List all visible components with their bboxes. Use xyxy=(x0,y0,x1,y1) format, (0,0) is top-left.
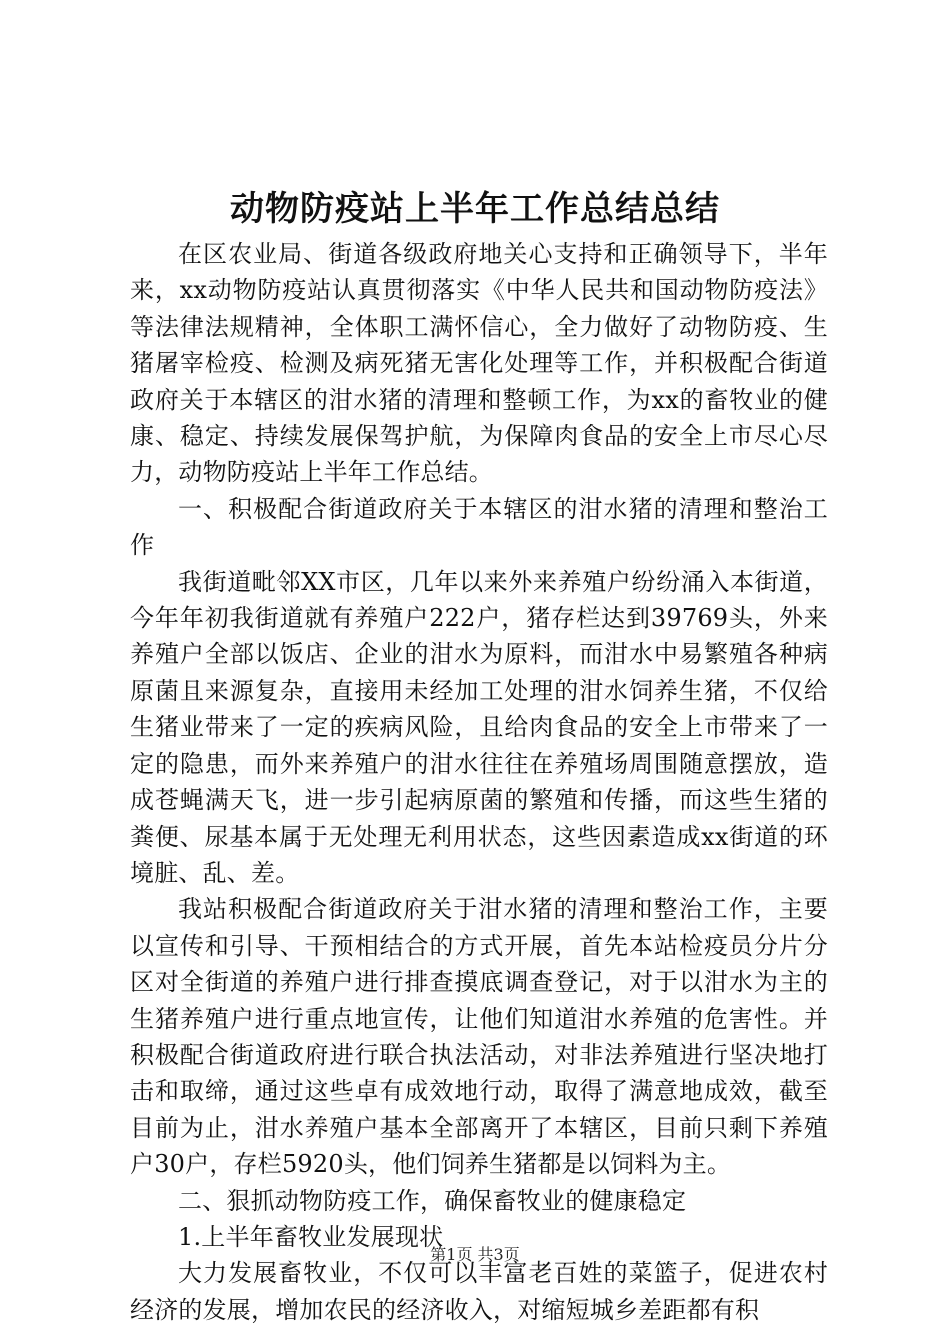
document-title: 动物防疫站上半年工作总结总结 xyxy=(230,189,720,229)
paragraph-intro: 在区农业局、街道各级政府地关心支持和正确领导下，半年来，xx动物防疫站认真贯彻落实《中华人民共和国动物防疫法》等法律法规精神，全体职工满怀信心，全力做好了动物防疫、生猪屠宰检疫、检测及病死猪无害化处理等工作，并积极配合街道政府关于本辖区的泔水猪的清理和整顿工作，为xx的畜牧业的健康、稳定、持续发展保驾护航，为保障肉食品的安全上市尽心尽力，动物防疫站上半年工作总结。 xyxy=(130,240,828,487)
paragraph-background: 我街道毗邻XX市区，几年以来外来养殖户纷纷涌入本街道，今年年初我街道就有养殖户222户，猪存栏达到39769头，外来养殖户全部以饭店、企业的泔水为原料，而泔水中易繁殖各种病原菌且来源复杂，直接用未经加工处理的泔水饲养生猪，不仅给生猪业带来了一定的疾病风险，且给肉食品的安全上市带来了一定的隐患，而外来养殖户的泔水往往在养殖场周围随意摆放，造成苍蝇满天飞，进一步引起病原菌的繁殖和传播，而这些生猪的粪便、尿基本属于无处理无利用状态，这些因素造成xx街道的环境脏、乱、差。 xyxy=(130,567,828,887)
section-heading-2: 二、狠抓动物防疫工作，确保畜牧业的健康稳定 xyxy=(178,1186,687,1215)
paragraph-actions: 我站积极配合街道政府关于泔水猪的清理和整治工作，主要以宣传和引导、干预相结合的方式开展，首先本站检疫员分片分区对全街道的养殖户进行排查摸底调查登记，对于以泔水为主的生猪养殖户进行重点地宣传，让他们知道泔水养殖的危害性。并积极配合街道政府进行联合执法活动，对非法养殖进行坚决地打击和取缔，通过这些卓有成效地行动，取得了满意地成效，截至目前为止，泔水养殖户基本全部离开了本辖区，目前只剩下养殖户30户，存栏5920头，他们饲养生猪都是以饲料为主。 xyxy=(130,895,828,1179)
page-footer: 第1页 共3页 xyxy=(430,1245,520,1264)
paragraph-development: 大力发展畜牧业，不仅可以丰富老百姓的菜篮子，促进农村经济的发展，增加农民的经济收入，对缩短城乡差距都有积 xyxy=(130,1259,828,1324)
section-heading-1: 一、积极配合街道政府关于本辖区的泔水猪的清理和整治工作 xyxy=(130,494,828,560)
document-body xyxy=(130,236,828,1328)
subsection-heading-1: 1.上半年畜牧业发展现状 xyxy=(178,1222,444,1251)
